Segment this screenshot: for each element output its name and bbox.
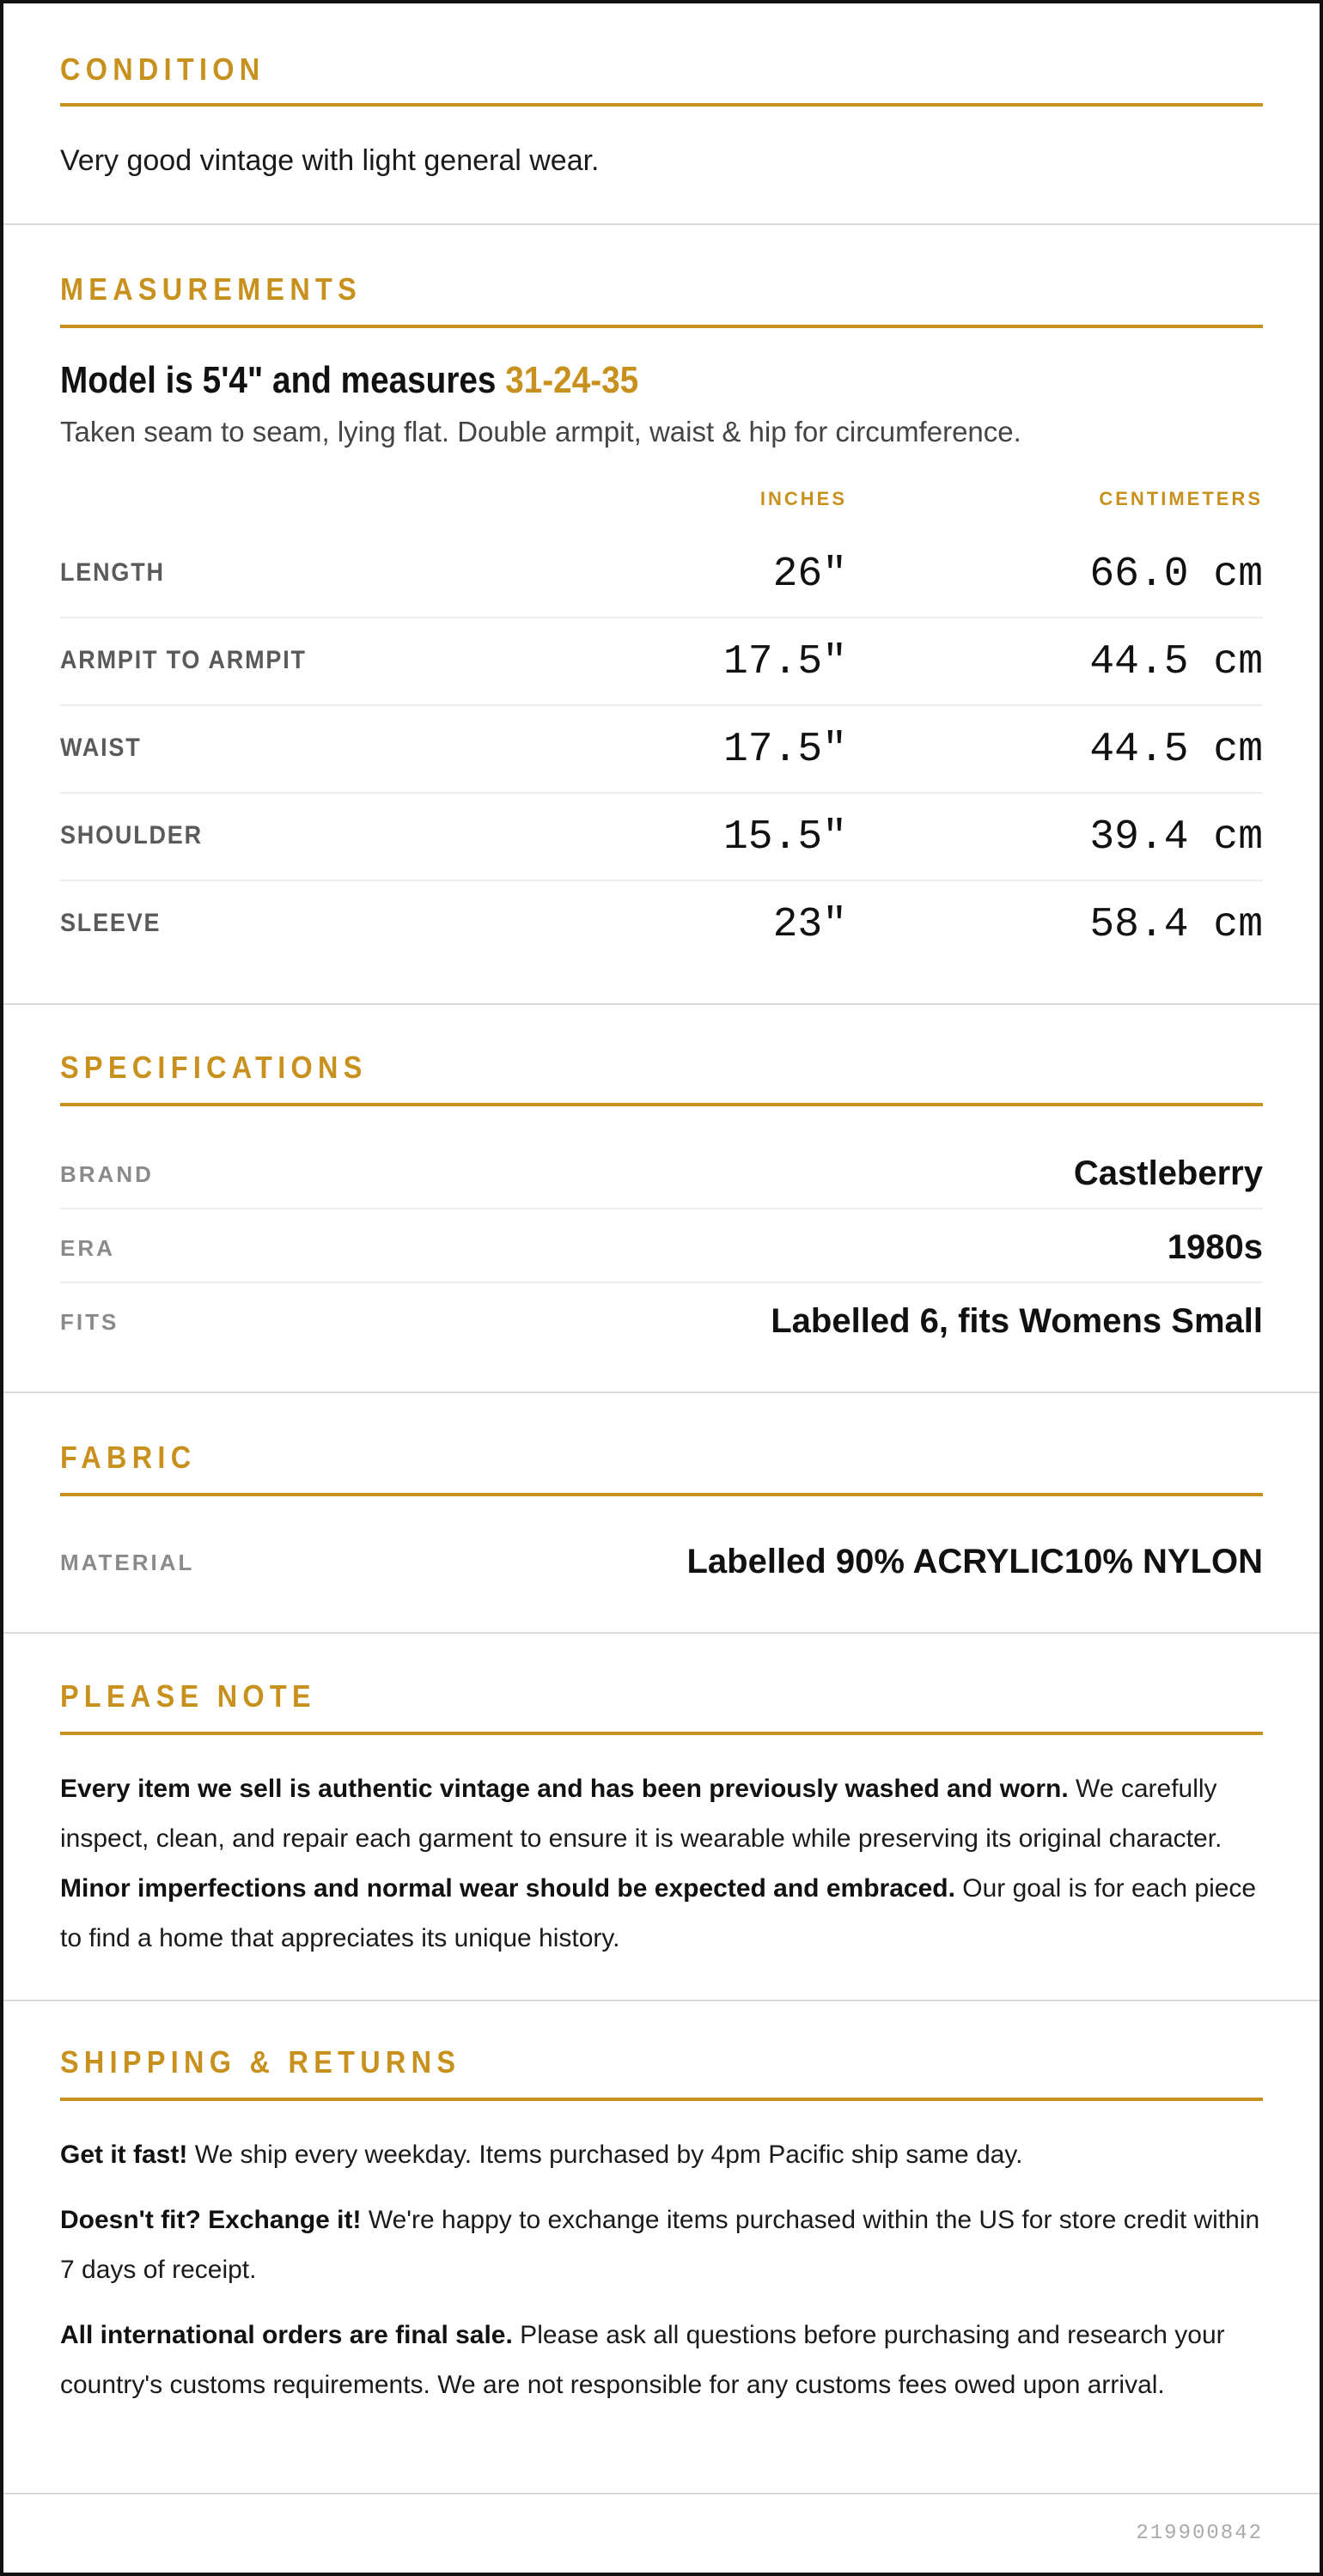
condition-rule [60, 103, 1263, 107]
please-note-bold-2: Minor imperfections and normal wear should be expected and embraced. [60, 1874, 955, 1903]
measurement-cm: 39.4 cm [1089, 814, 1263, 861]
section-divider [3, 223, 1320, 225]
measurement-label: SLEEVE [60, 909, 162, 937]
measurement-label: LENGTH [60, 558, 165, 587]
spec-value-fits: Labelled 6, fits Womens Small [771, 1302, 1263, 1340]
shipping-heading: SHIPPING & RETURNS [60, 2044, 461, 2080]
spec-value-brand: Castleberry [1073, 1154, 1263, 1192]
row-divider [60, 704, 1263, 706]
section-divider [3, 2000, 1320, 2001]
shipping-text-3: Please ask all questions before purchasing and research your country's customs requirements. We are not responsible for any customs fees owed upon arrival. [60, 2321, 1225, 2399]
row-divider [60, 617, 1263, 618]
measurements-heading: MEASUREMENTS [60, 271, 363, 307]
shipping-rule [60, 2098, 1263, 2101]
please-note-heading: PLEASE NOTE [60, 1678, 316, 1714]
measurement-cm: 58.4 cm [1089, 902, 1263, 948]
shipping-paragraph-2 [60, 2195, 1263, 2295]
specifications-rule [60, 1103, 1263, 1106]
model-figures: 31-24-35 [505, 359, 639, 401]
sku-number: 219900842 [1136, 2522, 1263, 2545]
condition-heading: CONDITION [60, 52, 265, 87]
shipping-bold-1: Get it fast! [60, 2141, 188, 2169]
measurement-cm: 44.5 cm [1089, 727, 1263, 773]
shipping-paragraph-1 [60, 2130, 1263, 2180]
measurement-inches: 17.5" [722, 727, 847, 773]
centimeters-column-header: CENTIMETERS [1099, 488, 1263, 509]
please-note-text-2: Our goal is for each piece to find a home that appreciates its unique history. [60, 1874, 1257, 1952]
specifications-heading: SPECIFICATIONS [60, 1050, 368, 1085]
section-divider [3, 1632, 1320, 1634]
measurement-inches: 26" [772, 551, 847, 598]
spec-value-era: 1980s [1167, 1228, 1263, 1266]
fabric-label-material: MATERIAL [60, 1550, 195, 1575]
row-divider [60, 1282, 1263, 1283]
section-divider [3, 1392, 1320, 1393]
measurement-note: Taken seam to seam, lying flat. Double armpit, waist & hip for circumference. [60, 416, 1021, 448]
condition-text: Very good vintage with light general wear. [60, 144, 600, 177]
please-note-text-1: We carefully inspect, clean, and repair each garment to ensure it is wearable while preserving its original character. [60, 1775, 1222, 1853]
row-divider [60, 1208, 1263, 1209]
measurement-inches: 15.5" [722, 814, 847, 861]
measurement-label: WAIST [60, 734, 142, 762]
shipping-bold-2: Doesn't fit? Exchange it! [60, 2206, 362, 2234]
measurement-label: ARMPIT TO ARMPIT [60, 646, 307, 674]
measurement-label: SHOULDER [60, 821, 203, 850]
fabric-heading: FABRIC [60, 1440, 197, 1475]
shipping-text-1: We ship every weekday. Items purchased by 4pm Pacific ship same day. [187, 2141, 1023, 2169]
measurement-inches: 17.5" [722, 639, 847, 685]
inches-column-header: INCHES [759, 488, 847, 509]
spec-label-fits: FITS [60, 1309, 119, 1335]
measurement-inches: 23" [772, 902, 847, 948]
spec-label-era: ERA [60, 1235, 115, 1261]
measurements-rule [60, 325, 1263, 328]
shipping-paragraph-3 [60, 2311, 1263, 2410]
measurement-cm: 66.0 cm [1089, 551, 1263, 598]
shipping-bold-3: All international orders are final sale. [60, 2321, 513, 2349]
measurement-cm: 44.5 cm [1089, 639, 1263, 685]
section-divider [3, 1003, 1320, 1005]
model-prefix: Model is 5'4" and measures [60, 359, 506, 401]
model-measurements [60, 359, 638, 402]
section-divider [3, 2493, 1320, 2494]
row-divider [60, 792, 1263, 794]
please-note-rule [60, 1732, 1263, 1735]
please-note-paragraph [60, 1764, 1263, 1964]
row-divider [60, 880, 1263, 881]
shipping-text-2: We're happy to exchange items purchased within the US for store credit within 7 days of receipt. [60, 2206, 1260, 2284]
fabric-value-material: Labelled 90% ACRYLIC10% NYLON [686, 1543, 1263, 1580]
spec-label-brand: BRAND [60, 1161, 154, 1187]
fabric-rule [60, 1493, 1263, 1496]
please-note-bold-1: Every item we sell is authentic vintage and has been previously washed and worn. [60, 1775, 1069, 1803]
